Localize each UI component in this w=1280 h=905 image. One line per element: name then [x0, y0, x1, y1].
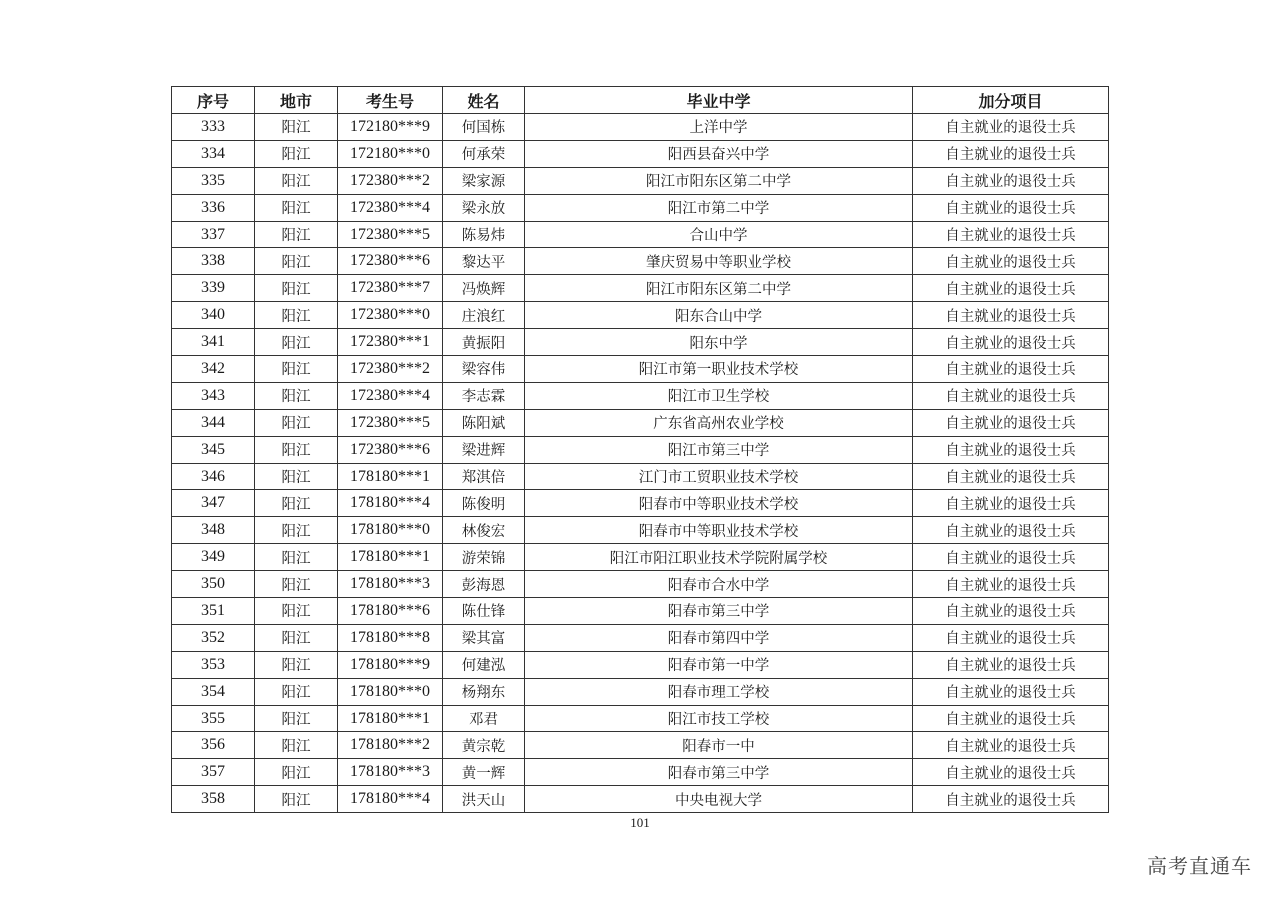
table-row: [172, 409, 1109, 436]
name-cell: 陈俊明: [443, 490, 525, 517]
candidate-number-cell: 178180***4: [338, 786, 443, 813]
city-cell: 阳江: [255, 678, 338, 705]
table-row: [172, 651, 1109, 678]
city-cell: 阳江: [255, 221, 338, 248]
bonus-item-cell: 自主就业的退役士兵: [913, 140, 1109, 167]
table-row: [172, 140, 1109, 167]
bonus-item-cell: 自主就业的退役士兵: [913, 678, 1109, 705]
serial-number-cell: 344: [172, 409, 255, 436]
candidate-number-cell: 178180***1: [338, 705, 443, 732]
table-row: [172, 517, 1109, 544]
serial-number-cell: 348: [172, 517, 255, 544]
table-row: [172, 678, 1109, 705]
city-cell: 阳江: [255, 194, 338, 221]
city-cell: 阳江: [255, 463, 338, 490]
header-candidate-number: 考生号: [338, 87, 443, 114]
serial-number-cell: 346: [172, 463, 255, 490]
serial-number-cell: 337: [172, 221, 255, 248]
table-body: [172, 114, 1109, 813]
candidate-number-cell: 172180***9: [338, 114, 443, 141]
city-cell: 阳江: [255, 140, 338, 167]
city-cell: 阳江: [255, 490, 338, 517]
city-cell: 阳江: [255, 409, 338, 436]
school-cell: 阳东中学: [525, 329, 913, 356]
table-row: [172, 463, 1109, 490]
table-row: [172, 329, 1109, 356]
school-cell: 上洋中学: [525, 114, 913, 141]
table-row: [172, 382, 1109, 409]
table-row: [172, 221, 1109, 248]
bonus-item-cell: 自主就业的退役士兵: [913, 598, 1109, 625]
school-cell: 阳春市合水中学: [525, 571, 913, 598]
name-cell: 邓君: [443, 705, 525, 732]
name-cell: 洪天山: [443, 786, 525, 813]
bonus-item-cell: 自主就业的退役士兵: [913, 544, 1109, 571]
candidate-number-cell: 178180***0: [338, 678, 443, 705]
bonus-item-cell: 自主就业的退役士兵: [913, 248, 1109, 275]
city-cell: 阳江: [255, 114, 338, 141]
school-cell: 阳春市第三中学: [525, 598, 913, 625]
table-row: [172, 598, 1109, 625]
name-cell: 梁其富: [443, 624, 525, 651]
bonus-item-cell: 自主就业的退役士兵: [913, 382, 1109, 409]
serial-number-cell: 352: [172, 624, 255, 651]
serial-number-cell: 353: [172, 651, 255, 678]
city-cell: 阳江: [255, 705, 338, 732]
school-cell: 合山中学: [525, 221, 913, 248]
bonus-item-cell: 自主就业的退役士兵: [913, 732, 1109, 759]
school-cell: 阳春市第一中学: [525, 651, 913, 678]
city-cell: 阳江: [255, 248, 338, 275]
city-cell: 阳江: [255, 436, 338, 463]
serial-number-cell: 334: [172, 140, 255, 167]
city-cell: 阳江: [255, 759, 338, 786]
school-cell: 阳江市第一职业技术学校: [525, 356, 913, 383]
school-cell: 阳江市技工学校: [525, 705, 913, 732]
header-bonus-item: 加分项目: [913, 87, 1109, 114]
name-cell: 杨翔东: [443, 678, 525, 705]
school-cell: 中央电视大学: [525, 786, 913, 813]
name-cell: 何承荣: [443, 140, 525, 167]
serial-number-cell: 333: [172, 114, 255, 141]
candidate-number-cell: 178180***9: [338, 651, 443, 678]
bonus-item-cell: 自主就业的退役士兵: [913, 705, 1109, 732]
table-row: [172, 302, 1109, 329]
candidate-number-cell: 172180***0: [338, 140, 443, 167]
candidate-number-cell: 178180***1: [338, 463, 443, 490]
name-cell: 黄一辉: [443, 759, 525, 786]
candidate-number-cell: 172380***6: [338, 248, 443, 275]
table-row: [172, 571, 1109, 598]
serial-number-cell: 358: [172, 786, 255, 813]
name-cell: 冯焕辉: [443, 275, 525, 302]
school-cell: 江门市工贸职业技术学校: [525, 463, 913, 490]
candidate-number-cell: 178180***3: [338, 759, 443, 786]
serial-number-cell: 356: [172, 732, 255, 759]
table-row: [172, 544, 1109, 571]
table-row: [172, 436, 1109, 463]
name-cell: 黎达平: [443, 248, 525, 275]
candidate-number-cell: 172380***5: [338, 409, 443, 436]
school-cell: 阳江市阳东区第二中学: [525, 275, 913, 302]
bonus-item-cell: 自主就业的退役士兵: [913, 517, 1109, 544]
city-cell: 阳江: [255, 382, 338, 409]
table-row: [172, 759, 1109, 786]
name-cell: 陈仕锋: [443, 598, 525, 625]
candidate-number-cell: 172380***4: [338, 194, 443, 221]
name-cell: 梁进辉: [443, 436, 525, 463]
name-cell: 黄宗乾: [443, 732, 525, 759]
school-cell: 肇庆贸易中等职业学校: [525, 248, 913, 275]
city-cell: 阳江: [255, 544, 338, 571]
candidate-number-cell: 178180***3: [338, 571, 443, 598]
city-cell: 阳江: [255, 786, 338, 813]
bonus-item-cell: 自主就业的退役士兵: [913, 490, 1109, 517]
candidate-number-cell: 178180***4: [338, 490, 443, 517]
candidate-number-cell: 172380***4: [338, 382, 443, 409]
school-cell: 广东省高州农业学校: [525, 409, 913, 436]
candidate-number-cell: 172380***6: [338, 436, 443, 463]
table-row: [172, 248, 1109, 275]
table-row: [172, 275, 1109, 302]
bonus-item-cell: 自主就业的退役士兵: [913, 114, 1109, 141]
table-row: [172, 490, 1109, 517]
serial-number-cell: 336: [172, 194, 255, 221]
city-cell: 阳江: [255, 624, 338, 651]
school-cell: 阳江市第二中学: [525, 194, 913, 221]
name-cell: 李志霖: [443, 382, 525, 409]
city-cell: 阳江: [255, 732, 338, 759]
serial-number-cell: 343: [172, 382, 255, 409]
school-cell: 阳西县奋兴中学: [525, 140, 913, 167]
name-cell: 何国栋: [443, 114, 525, 141]
candidate-number-cell: 178180***6: [338, 598, 443, 625]
serial-number-cell: 339: [172, 275, 255, 302]
serial-number-cell: 357: [172, 759, 255, 786]
city-cell: 阳江: [255, 329, 338, 356]
table-row: [172, 114, 1109, 141]
bonus-item-cell: 自主就业的退役士兵: [913, 624, 1109, 651]
bonus-item-cell: 自主就业的退役士兵: [913, 221, 1109, 248]
table-row: [172, 786, 1109, 813]
table-row: [172, 705, 1109, 732]
city-cell: 阳江: [255, 517, 338, 544]
header-name: 姓名: [443, 87, 525, 114]
school-cell: 阳江市第三中学: [525, 436, 913, 463]
name-cell: 梁容伟: [443, 356, 525, 383]
bonus-item-cell: 自主就业的退役士兵: [913, 786, 1109, 813]
bonus-item-cell: 自主就业的退役士兵: [913, 167, 1109, 194]
name-cell: 陈阳斌: [443, 409, 525, 436]
city-cell: 阳江: [255, 167, 338, 194]
candidate-number-cell: 178180***8: [338, 624, 443, 651]
serial-number-cell: 341: [172, 329, 255, 356]
bonus-item-cell: 自主就业的退役士兵: [913, 194, 1109, 221]
candidate-number-cell: 178180***2: [338, 732, 443, 759]
serial-number-cell: 340: [172, 302, 255, 329]
header-serial-number: 序号: [172, 87, 255, 114]
page-number: 101: [630, 815, 650, 830]
bonus-item-cell: 自主就业的退役士兵: [913, 759, 1109, 786]
school-cell: 阳江市卫生学校: [525, 382, 913, 409]
name-cell: 梁家源: [443, 167, 525, 194]
candidate-number-cell: 172380***2: [338, 167, 443, 194]
serial-number-cell: 350: [172, 571, 255, 598]
score-bonus-table: [171, 86, 1109, 813]
bonus-item-cell: 自主就业的退役士兵: [913, 329, 1109, 356]
city-cell: 阳江: [255, 356, 338, 383]
school-cell: 阳春市第四中学: [525, 624, 913, 651]
header-city: 地市: [255, 87, 338, 114]
name-cell: 何建泓: [443, 651, 525, 678]
name-cell: 游荣锦: [443, 544, 525, 571]
city-cell: 阳江: [255, 275, 338, 302]
score-bonus-table-container: [171, 86, 1108, 813]
name-cell: 彭海恩: [443, 571, 525, 598]
bonus-item-cell: 自主就业的退役士兵: [913, 463, 1109, 490]
name-cell: 陈易炜: [443, 221, 525, 248]
school-cell: 阳春市第三中学: [525, 759, 913, 786]
serial-number-cell: 354: [172, 678, 255, 705]
city-cell: 阳江: [255, 598, 338, 625]
serial-number-cell: 335: [172, 167, 255, 194]
name-cell: 黄振阳: [443, 329, 525, 356]
serial-number-cell: 342: [172, 356, 255, 383]
candidate-number-cell: 172380***0: [338, 302, 443, 329]
serial-number-cell: 345: [172, 436, 255, 463]
school-cell: 阳春市中等职业技术学校: [525, 517, 913, 544]
bonus-item-cell: 自主就业的退役士兵: [913, 571, 1109, 598]
table-row: [172, 624, 1109, 651]
school-cell: 阳江市阳江职业技术学院附属学校: [525, 544, 913, 571]
serial-number-cell: 349: [172, 544, 255, 571]
city-cell: 阳江: [255, 571, 338, 598]
school-cell: 阳东合山中学: [525, 302, 913, 329]
bonus-item-cell: 自主就业的退役士兵: [913, 651, 1109, 678]
candidate-number-cell: 172380***7: [338, 275, 443, 302]
city-cell: 阳江: [255, 302, 338, 329]
name-cell: 林俊宏: [443, 517, 525, 544]
school-cell: 阳春市理工学校: [525, 678, 913, 705]
school-cell: 阳春市中等职业技术学校: [525, 490, 913, 517]
serial-number-cell: 338: [172, 248, 255, 275]
serial-number-cell: 355: [172, 705, 255, 732]
watermark-logo-text: 高考直通车: [1147, 854, 1252, 878]
table-header-row: [172, 87, 1109, 114]
bonus-item-cell: 自主就业的退役士兵: [913, 436, 1109, 463]
header-graduated-school: 毕业中学: [525, 87, 913, 114]
name-cell: 郑淇倍: [443, 463, 525, 490]
candidate-number-cell: 178180***1: [338, 544, 443, 571]
table-row: [172, 356, 1109, 383]
name-cell: 梁永放: [443, 194, 525, 221]
city-cell: 阳江: [255, 651, 338, 678]
candidate-number-cell: 172380***5: [338, 221, 443, 248]
bonus-item-cell: 自主就业的退役士兵: [913, 409, 1109, 436]
candidate-number-cell: 172380***2: [338, 356, 443, 383]
school-cell: 阳江市阳东区第二中学: [525, 167, 913, 194]
school-cell: 阳春市一中: [525, 732, 913, 759]
table-row: [172, 194, 1109, 221]
bonus-item-cell: 自主就业的退役士兵: [913, 302, 1109, 329]
candidate-number-cell: 172380***1: [338, 329, 443, 356]
candidate-number-cell: 178180***0: [338, 517, 443, 544]
bonus-item-cell: 自主就业的退役士兵: [913, 275, 1109, 302]
table-row: [172, 732, 1109, 759]
table-row: [172, 167, 1109, 194]
bonus-item-cell: 自主就业的退役士兵: [913, 356, 1109, 383]
serial-number-cell: 351: [172, 598, 255, 625]
serial-number-cell: 347: [172, 490, 255, 517]
name-cell: 庄浪红: [443, 302, 525, 329]
